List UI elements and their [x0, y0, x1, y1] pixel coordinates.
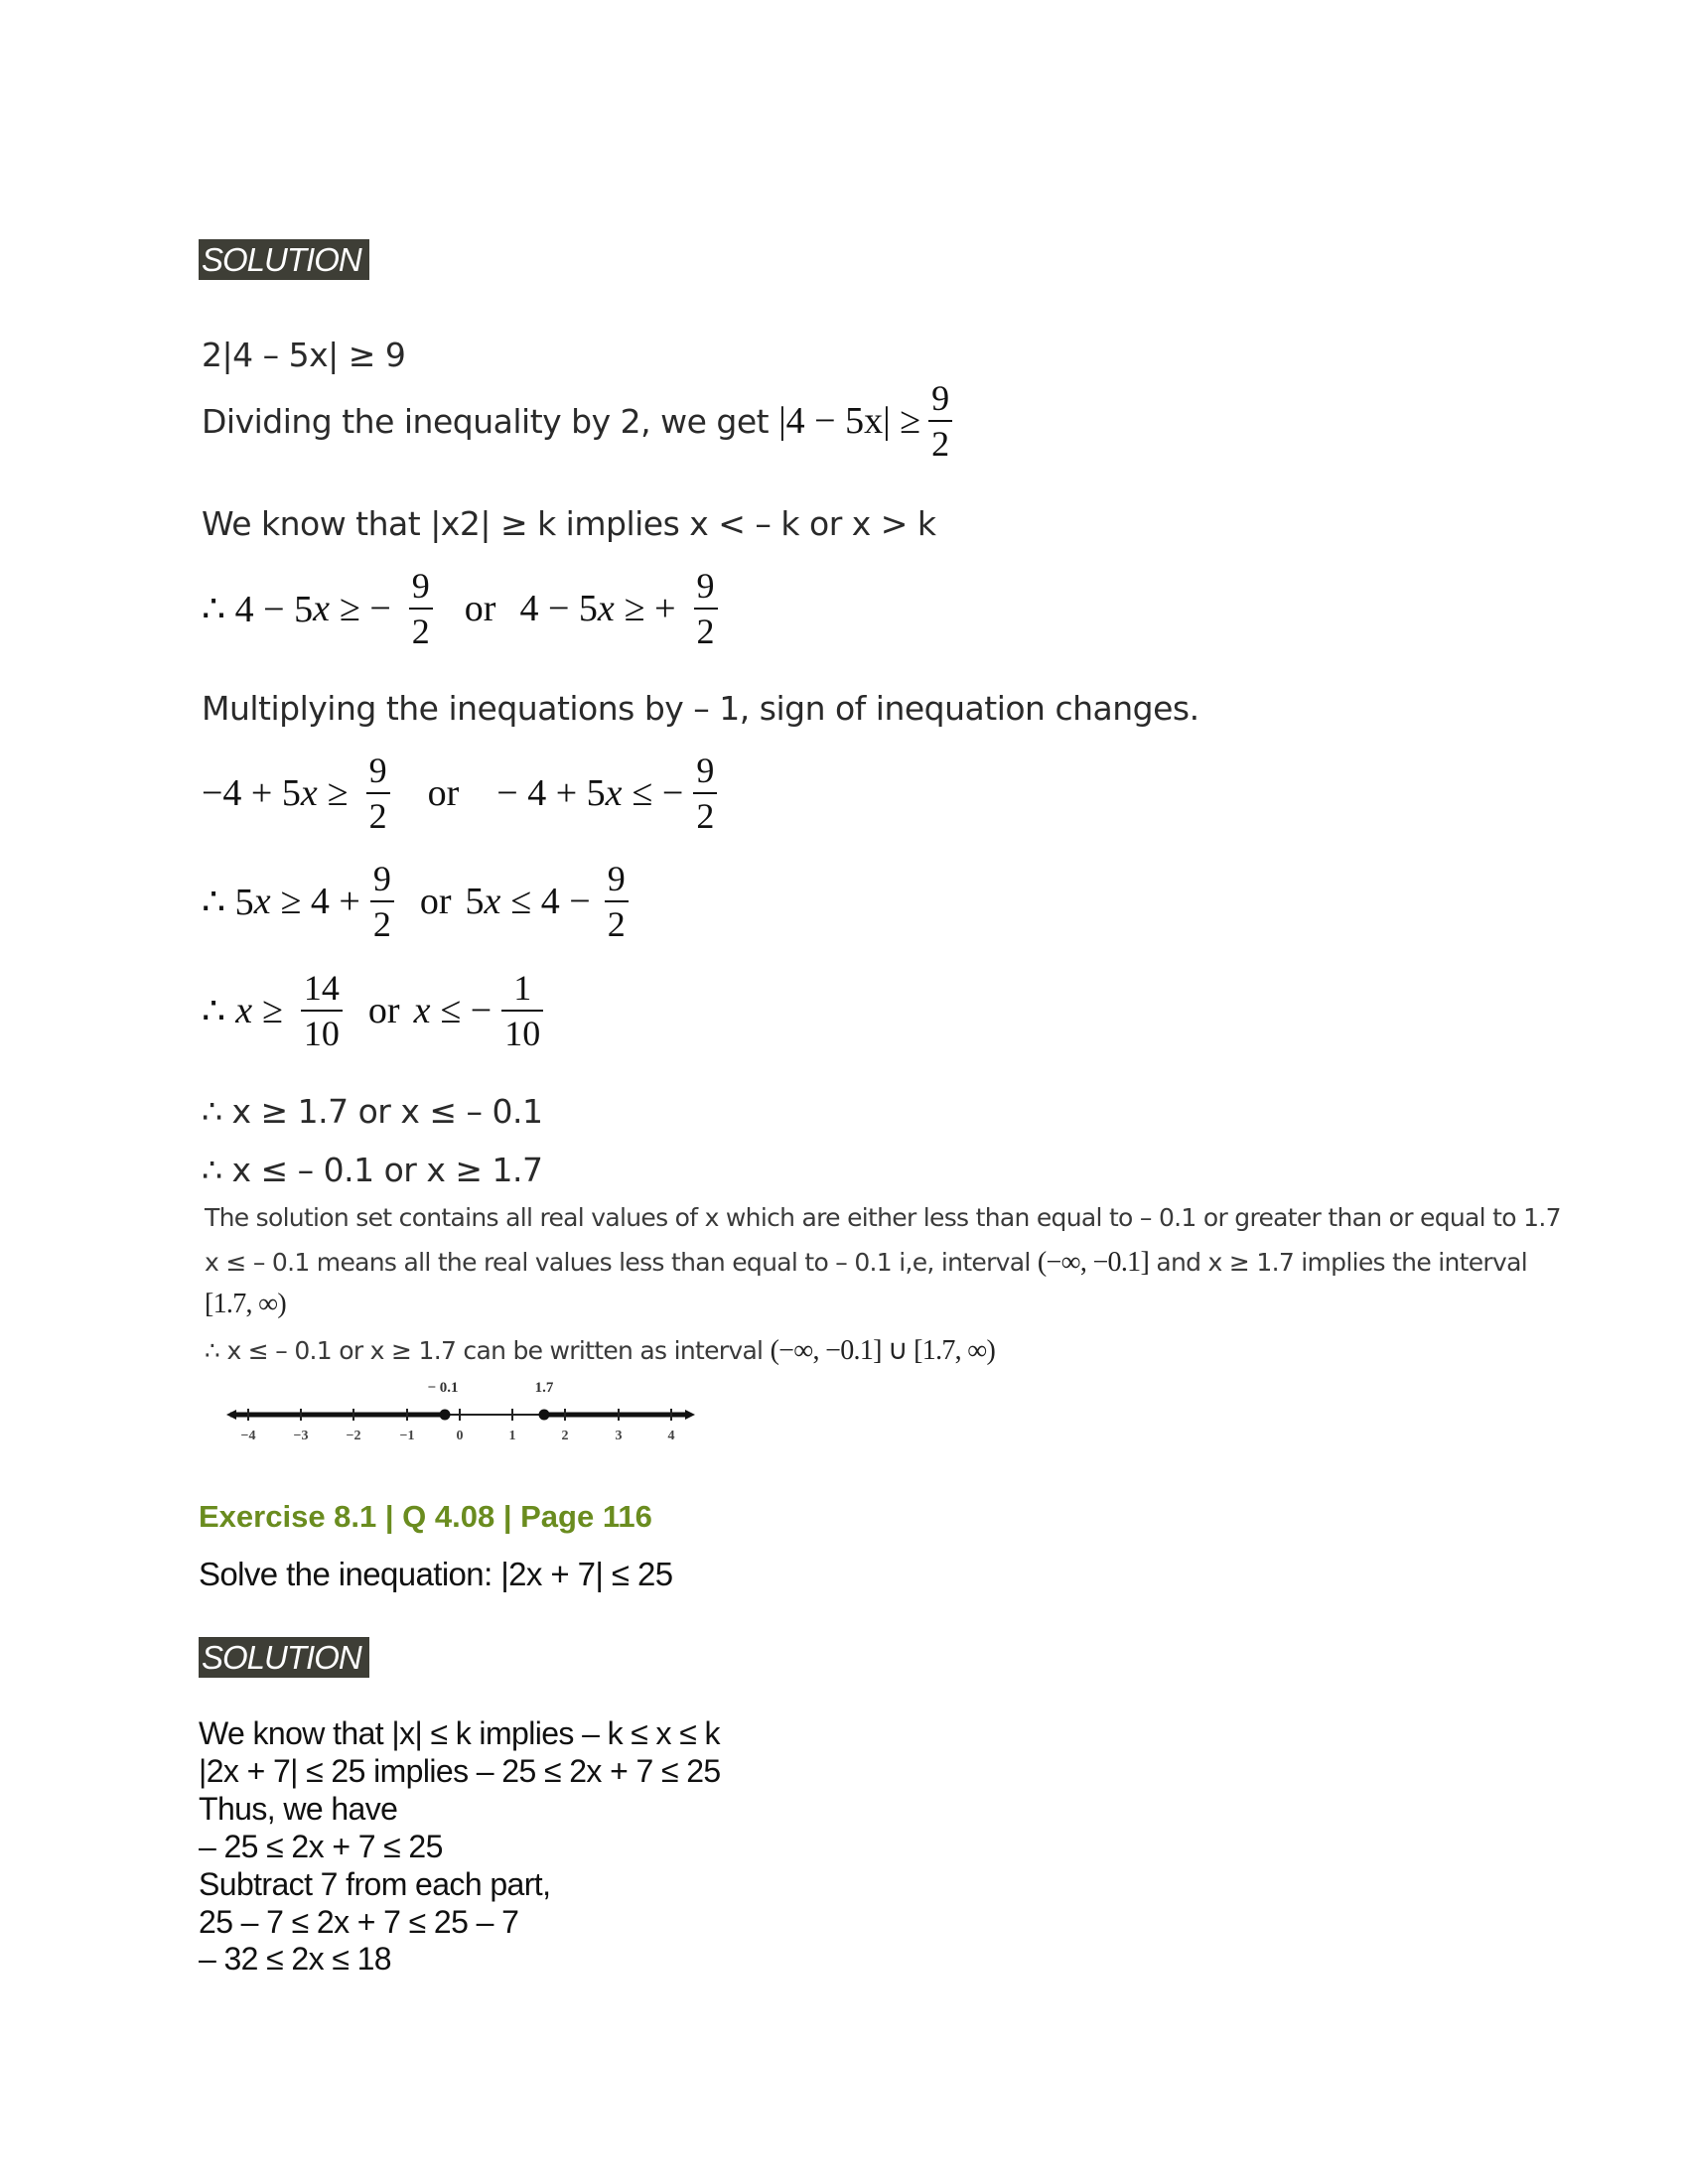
explanation-line-1: The solution set contains all real values of x which are either less than equal to – 0.1 or greater than or equal to 1.7 [205, 1203, 1561, 1232]
solution-line: We know that |x| ≤ k implies – k ≤ x ≤ k [199, 1715, 720, 1751]
solution-badge: SOLUTION [199, 1637, 369, 1678]
svg-text:2: 2 [561, 1429, 569, 1443]
dividing-expr: |4 − 5x| ≥ [778, 400, 921, 442]
fraction: $\frac{9}{2}$ [928, 380, 952, 462]
svg-text:−2: −2 [346, 1429, 361, 1443]
fraction: $\frac{9}{2}$ [409, 568, 433, 649]
svg-text:−1: −1 [399, 1429, 415, 1443]
fraction: $\frac{1}{10}$ [501, 970, 543, 1051]
fraction: $\frac{9}{2}$ [694, 568, 718, 649]
explanation-line-2: x ≤ – 0.1 means all the real values less than equal to – 0.1 i,e, interval (−∞, −0.1] and x ≥ 1.7 implies the interval [205, 1247, 1527, 1278]
result-line-2: ∴ x ≤ – 0.1 or x ≥ 1.7 [202, 1151, 543, 1189]
point-1.7 [539, 1410, 550, 1421]
svg-text:3: 3 [615, 1429, 623, 1443]
multiplying-line: Multiplying the inequations by – 1, sign of inequation changes. [202, 689, 1199, 728]
step1-equation: ∴ 4 − 5 x ≥ − $\frac{9}{2}$ or 4 − 5 x ≥ + $\frac{9}{2}$ [202, 568, 726, 649]
exercise-heading: Exercise 8.1 | Q 4.08 | Page 116 [199, 1499, 652, 1534]
given-inequality: 2|4 – 5x| ≥ 9 [202, 336, 406, 374]
question-text: Solve the inequation: |2x + 7| ≤ 25 [199, 1556, 673, 1592]
fraction: $\frac{9}{2}$ [366, 752, 390, 834]
solution-line: |2x + 7| ≤ 25 implies – 25 ≤ 2x + 7 ≤ 25 [199, 1753, 721, 1789]
marked-label-1.7: 1.7 [534, 1380, 554, 1396]
fraction: $\frac{9}{2}$ [693, 752, 717, 834]
fraction: $\frac{14}{10}$ [301, 970, 343, 1051]
dividing-text: Dividing the inequality by 2, we get [202, 401, 770, 441]
svg-text:−4: −4 [240, 1429, 256, 1443]
svg-text:4: 4 [667, 1429, 675, 1443]
solution-badge: SOLUTION [199, 239, 369, 280]
solution-line: Thus, we have [199, 1791, 398, 1827]
svg-text:0: 0 [456, 1429, 464, 1443]
fraction: $\frac{9}{2}$ [370, 861, 394, 942]
result-line-1: ∴ x ≥ 1.7 or x ≤ – 0.1 [202, 1092, 543, 1131]
know-that-line: We know that |x2| ≥ k implies x < – k or x > k [202, 504, 936, 543]
solution-line: 25 – 7 ≤ 2x + 7 ≤ 25 – 7 [199, 1904, 519, 1940]
number-line [226, 1378, 695, 1447]
marked-label-neg-0.1: − 0.1 [427, 1380, 459, 1396]
explanation-line-3: [1.7, ∞) [205, 1289, 287, 1319]
left-arrow-icon [226, 1410, 236, 1420]
dividing-line [202, 380, 960, 462]
solution-line: – 32 ≤ 2x ≤ 18 [199, 1941, 391, 1977]
svg-text:1: 1 [508, 1429, 516, 1443]
step3-equation: ∴ 5 x ≥ 4 + $\frac{9}{2}$ or 5 x ≤ 4 − $\frac{9}{2}$ [202, 861, 636, 942]
fraction: $\frac{9}{2}$ [605, 861, 629, 942]
solution-line: – 25 ≤ 2x + 7 ≤ 25 [199, 1829, 443, 1864]
explanation-line-4: ∴ x ≤ – 0.1 or x ≥ 1.7 can be written as interval (−∞, −0.1] ∪ [1.7, ∞) [205, 1335, 996, 1366]
solution-line: Subtract 7 from each part, [199, 1866, 551, 1902]
step2-equation: −4 + 5 x ≥ $\frac{9}{2}$ or − 4 + 5 x ≤ − $\frac{9}{2}$ [202, 752, 725, 834]
right-arrow-icon [685, 1410, 695, 1420]
svg-text:−3: −3 [293, 1429, 309, 1443]
step4-equation: ∴ x ≥ $\frac{14}{10}$ or x ≤ − $\frac{1}{10}$ [202, 970, 551, 1051]
point-neg-0.1 [440, 1410, 451, 1421]
